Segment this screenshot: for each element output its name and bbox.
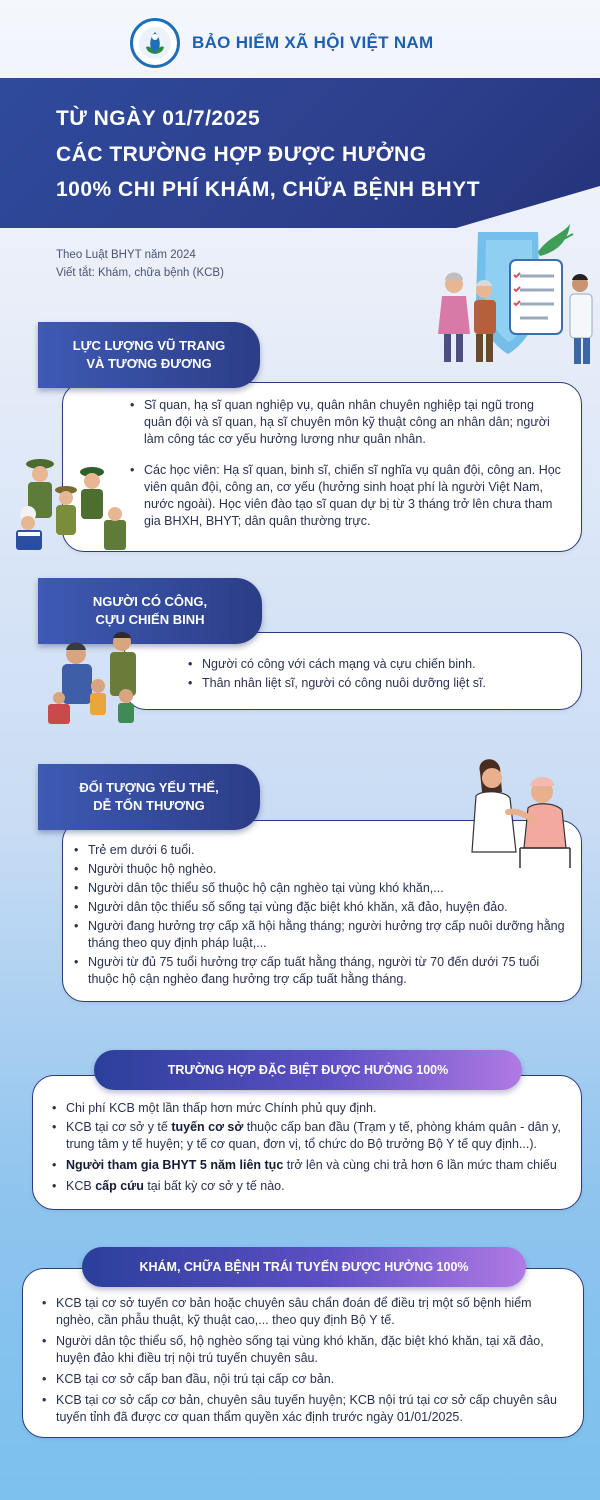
vulnerable-groups-tag bbox=[38, 764, 260, 830]
list-item: • Người từ đủ 75 tuổi hưởng trợ cấp tuất hằng tháng, người từ 70 đến dưới 75 tuổi thuộc hộ cận nghèo đang hưởng trợ cấp tuất hằng tháng. bbox=[72, 954, 566, 988]
healthcare-illustration bbox=[428, 222, 600, 372]
caregiver-illustration bbox=[458, 752, 582, 870]
list-item-text: thuộc cấp ban đầu (Trạm y tế, phòng khám quân - dân y, trung tâm y tế huyện; y tế cơ quan, đơn vị, tổ chức do Bộ trưởng Bộ Y tế quy định...). bbox=[66, 1120, 561, 1151]
veterans-illustration bbox=[38, 624, 158, 724]
list-item-emphasis: cấp cứu bbox=[95, 1179, 144, 1193]
list-item: • KCB tại cơ sở cấp cơ bản, chuyên sâu tuyến huyện; KCB nội trú tại cơ sở cấp chuyên sâu tuyến tỉnh đã được cơ quan thẩm quyền xác định trước ngày 01/01/2025. bbox=[40, 1392, 570, 1426]
armed-forces-tag-line1: LỰC LƯỢNG VŨ TRANG bbox=[72, 338, 226, 353]
out-of-network-title: KHÁM, CHỮA BỆNH TRÁI TUYẾN ĐƯỢC HƯỞNG 100% bbox=[82, 1247, 526, 1287]
list-item-text: trở lên và cùng chi trả hơn 6 lần mức tham chiếu bbox=[283, 1158, 557, 1172]
list-item: • Chi phí KCB một lần thấp hơn mức Chính phủ quy định. bbox=[50, 1100, 570, 1117]
armed-forces-tag-line2: VÀ TƯƠNG ĐƯƠNG bbox=[86, 356, 212, 371]
list-item-text: KCB bbox=[66, 1179, 96, 1193]
list-item-text: tại bất kỳ cơ sở y tế nào. bbox=[143, 1179, 285, 1193]
special-cases-list bbox=[50, 1100, 570, 1197]
list-item: • Người đang hưởng trợ cấp xã hội hằng tháng; người hưởng trợ cấp nuôi dưỡng hằng tháng theo quy định pháp luật,... bbox=[72, 918, 566, 952]
list-item: • KCB tại cơ sở tuyến cơ bản hoặc chuyên sâu chẩn đoán để điều trị một số bệnh hiểm nghèo, cần phẫu thuật, kỹ thuật cao,... theo quy định Bộ Y tế. bbox=[40, 1295, 570, 1329]
meritorious-tag-line1: NGƯỜI CÓ CÔNG, bbox=[92, 594, 208, 609]
soldiers-illustration bbox=[6, 450, 130, 550]
vulnerable-groups-tag-line1: ĐỐI TƯỢNG YẾU THẾ, bbox=[79, 780, 219, 795]
abbreviation-note: Viết tắt: Khám, chữa bệnh (KCB) bbox=[56, 267, 224, 279]
title-line-3: 100% CHI PHÍ KHÁM, CHỮA BỆNH BHYT bbox=[56, 178, 481, 201]
list-item-text: KCB tại cơ sở y tế bbox=[66, 1120, 172, 1134]
list-item: • Các học viên: Hạ sĩ quan, binh sĩ, chiến sĩ nghĩa vụ quân đội, công an. Học viên quân đội, công an, cơ yếu (hưởng sinh hoạt phí là người Việt Nam, nước ngoài). Học viên đào tạo sĩ quan dự bị từ 3 tháng trở lên chưa tham gia BHXH, BHYT; dân quân thường trực. bbox=[128, 462, 562, 530]
list-item bbox=[50, 1178, 570, 1195]
list-item: • Người có công với cách mạng và cựu chiến binh. bbox=[186, 656, 566, 673]
header-logo-block bbox=[130, 18, 470, 68]
meritorious-tag-line2: CỰU CHIẾN BINH bbox=[95, 612, 205, 627]
list-item: • KCB tại cơ sở cấp ban đầu, nội trú tại cấp cơ bản. bbox=[40, 1371, 570, 1388]
out-of-network-list bbox=[40, 1295, 570, 1428]
list-item bbox=[50, 1119, 570, 1153]
meritorious-list bbox=[186, 656, 566, 694]
list-item: • Thân nhân liệt sĩ, người có công nuôi dưỡng liệt sĩ. bbox=[186, 675, 566, 692]
armed-forces-list bbox=[128, 397, 562, 532]
vss-logo bbox=[130, 18, 180, 68]
list-item-emphasis: Người tham gia BHYT 5 năm liên tục bbox=[66, 1158, 284, 1172]
special-cases-title: TRƯỜNG HỢP ĐẶC BIỆT ĐƯỢC HƯỞNG 100% bbox=[94, 1050, 522, 1090]
vulnerable-groups-tag-line2: DỄ TỔN THƯƠNG bbox=[93, 798, 205, 813]
title-date: TỪ NGÀY 01/7/2025 bbox=[56, 107, 261, 130]
list-item: • Người thuộc hộ nghèo. bbox=[72, 861, 566, 878]
source-note: Theo Luật BHYT năm 2024 bbox=[56, 249, 196, 261]
list-item: • Người dân tộc thiểu số sống tại vùng đặc biệt khó khăn, xã đảo, huyện đảo. bbox=[72, 899, 566, 916]
list-item: • Trẻ em dưới 6 tuổi. bbox=[72, 842, 566, 859]
list-item-emphasis: tuyến cơ sở bbox=[171, 1120, 244, 1134]
org-name: BẢO HIỂM XÃ HỘI VIỆT NAM bbox=[192, 33, 434, 52]
list-item: • Người dân tộc thiểu số thuộc hộ cận nghèo tại vùng khó khăn,... bbox=[72, 880, 566, 897]
list-item bbox=[50, 1157, 570, 1174]
list-item: • Người dân tộc thiểu số, hộ nghèo sống tại vùng khó khăn, đặc biệt khó khăn, tại xã đảo, huyện đảo khi điều trị nội trú tuyến chuyên sâu. bbox=[40, 1333, 570, 1367]
list-item: • Sĩ quan, hạ sĩ quan nghiệp vụ, quân nhân chuyên nghiệp tại ngũ trong quân đội và sĩ quan, hạ sĩ chuyên môn kỹ thuật công an nhân dân; người làm công tác cơ yếu hưởng lương như quân nhân. bbox=[128, 397, 562, 448]
armed-forces-tag bbox=[38, 322, 260, 388]
title-line-2: CÁC TRƯỜNG HỢP ĐƯỢC HƯỞNG bbox=[56, 143, 427, 166]
